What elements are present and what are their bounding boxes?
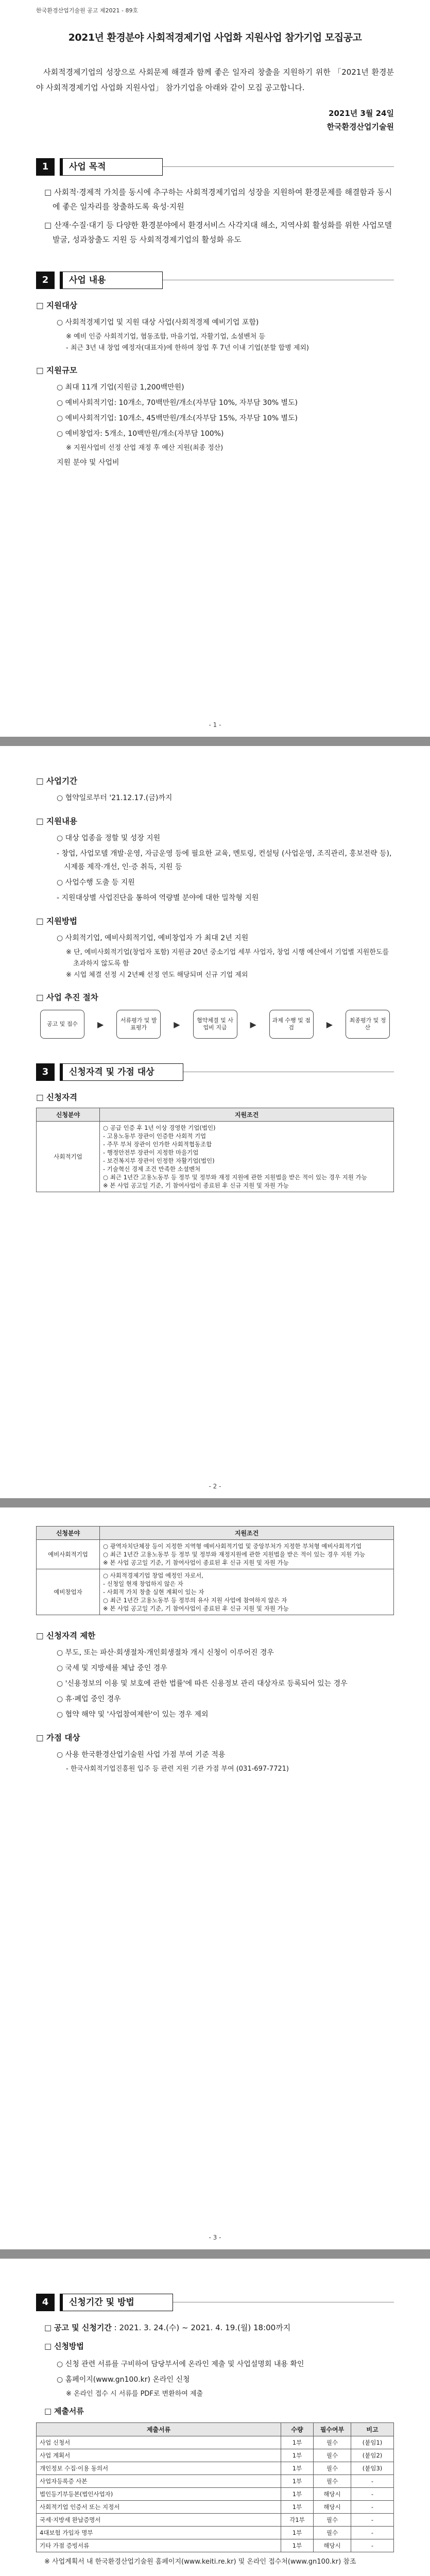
period-text: ○ 협약일로부터 '21.12.17.(금)까지 (57, 794, 173, 802)
bonus-item: ○ 사용 한국환경산업기술원 사업 가점 부여 기준 적용 (57, 1751, 226, 1759)
purpose-item: □ 산재·수질·대기 등 다양한 환경분야에서 환경서비스 사각지대 해소, 지역사회 활성화를 위한 사업모델 발굴, 성과창출도 지원 등 사회적경제기업의 활성화 유도 (44, 221, 392, 244)
table-cell: (붙임1) (351, 2436, 394, 2449)
method-item: ○ 사회적기업, 예비사회적기업, 예비창업자 가 최대 2년 지원 (57, 934, 249, 942)
table-row (37, 1122, 394, 1192)
date-text: 2021년 3월 24일 (329, 109, 394, 118)
section-title: 사업 목적 (60, 158, 163, 176)
scale-text: ○ 최대 11개 기업(지원금 1,200백만원) (57, 383, 184, 392)
eligibility-table (36, 1108, 394, 1192)
table-header: 신청분야 (37, 1527, 100, 1540)
table-cell: 1부 (281, 2488, 314, 2501)
fund-line: ○ 예비사회적기업: 10개소, 70백만원/개소(자부담 10%, 자부담 30% 별도) (57, 399, 298, 407)
target-note-2: - 최근 3년 내 창업 예정자(대표자)에 한하며 창업 후 7년 이내 기업(분할 합병 제외) (66, 344, 309, 352)
fund-line: ○ 예비창업자: 5개소, 10백만원/개소(자부담 100%) (57, 430, 224, 438)
scale-sub-label: 지원 분야 및 사업비 (57, 459, 119, 467)
subsection-title: □ 지원규모 (36, 366, 77, 375)
table-cell: (붙임2) (351, 2449, 394, 2462)
fund-note: ※ 지원사업비 선정 산업 재정 후 예산 지원(최종 정산) (66, 444, 223, 452)
table-cell: 1부 (281, 2539, 314, 2552)
subsection-title: □ 사업 추진 절차 (36, 993, 98, 1002)
table-cell: 사업자등록증 사본 (37, 2475, 281, 2488)
table-cell: 사회적기업 (37, 1122, 100, 1192)
table-cell: - (351, 2488, 394, 2501)
table-cell: - (351, 2539, 394, 2552)
table-row (37, 2539, 394, 2552)
table-cell: 필수 (314, 2436, 351, 2449)
apply-method: ○ 신청 관련 서류를 구비하여 담당부서에 온라인 제출 및 사업설명회 내용 확인 (57, 2360, 304, 2368)
table-cell: 기타 가점 증빙서류 (37, 2539, 281, 2552)
flow-step: 협약체결 및 사업비 지급 (193, 1010, 237, 1039)
page-number: - 3 - (209, 2234, 221, 2241)
subsection-title: □ 신청자격 (36, 1093, 77, 1102)
method-note: ※ 시업 체결 선정 시 2년째 선정 연도 해당되며 신규 기업 제외 (66, 971, 248, 979)
purpose-item: □ 사회적·경제적 가치를 동시에 추구하는 사회적경제기업의 성장을 지원하여 환경문제를 해결함과 동시에 좋은 일자리를 창출하도록 육성·지원 (44, 188, 392, 211)
table-cell: 1부 (281, 2462, 314, 2475)
section-header-eligibility (36, 1063, 394, 1081)
section-number: 4 (36, 2294, 55, 2311)
section-number: 1 (36, 158, 55, 176)
table-row (37, 1540, 394, 1569)
table-header: 제출서류 (37, 2423, 281, 2436)
table-cell: 해당시 (314, 2501, 351, 2514)
page-number: - 2 - (209, 1483, 221, 1490)
table-cell: 사회적기업 인증서 또는 지정서 (37, 2501, 281, 2514)
table-cell: ○ 사회적경제기업 창업 예정인 자로서, - 신청일 현재 창업하지 않은 자 - 사회적 가치 창출 실현 계획이 있는 자 ○ 최근 1년간 고용노동부 등 정부의 유사 지원 사업에 참여하지 않은 자 ※ 본 사업 공고일 기준, 기 참여사업이 종료된 후 신규 지원 및 자원 가능 (100, 1569, 394, 1615)
table-cell: - (351, 2475, 394, 2488)
table-cell: ○ 광역자치단체장 등이 지정한 지역형 예비사회적기업 및 중앙부처가 지정한 부처형 예비사회적기업 ○ 최근 1년간 고용노동부 등 정부 및 정부와 재정지원에 관한 지원법을 받은 적이 있는 경우 지원 가능 ※ 본 사업 공고일 기준, 기 참여사업이 종료된 후 신규 지원 및 자원 가능 (100, 1540, 394, 1569)
table-cell: 필수 (314, 2527, 351, 2539)
support-item: ○ 대상 업종을 정할 및 성장 지원 (57, 834, 161, 842)
support-item: - 창업, 사업모델 개발·운영, 자금운영 등에 필요한 교육, 멘토링, 컨설팅 (사업운영, 조직관리, 홍보전략 등), 시제품 제작·개선, 인·증 취득, 지원 등 (57, 850, 392, 871)
apply-site-note: ※ 온라인 접수 시 서류를 PDF로 변환하여 제출 (66, 2390, 203, 2398)
subsection-title: □ 지원대상 (36, 301, 77, 310)
arrow-right-icon: ▶ (326, 1019, 333, 1029)
table-cell: 예비사회적기업 (37, 1540, 100, 1569)
subsection-title: □ 지원내용 (36, 817, 77, 826)
table-cell: 필수 (314, 2514, 351, 2527)
table-cell: 4대보험 가입자 명부 (37, 2527, 281, 2539)
subsection-title: □ 가점 대상 (36, 1733, 80, 1742)
subsection-title: □ 지원방법 (36, 917, 77, 926)
apply-method-label: □ 신청방법 (44, 2342, 84, 2351)
restrict-item: ○ '신용정보의 이용 및 보호에 관한 법률'에 따른 신용정보 관리 대상자로 등록되어 있는 경우 (57, 1680, 348, 1688)
table-row (37, 2488, 394, 2501)
table-header: 지원조건 (100, 1527, 394, 1540)
page-title: 2021년 환경분야 사회적경제기업 사업화 지원사업 참가기업 모집공고 (68, 32, 362, 43)
section-title: 신청기간 및 방법 (60, 2294, 173, 2311)
target-text: ○ 사회적경제기업 및 지원 대상 사업(사회적경제 예비기업 포함) (57, 318, 259, 327)
docs-table (36, 2422, 394, 2552)
docs-note: ※ 사업계획서 내 한국환경산업기술원 홈페이지(www.keiti.re.kr) 및 온라인 접수처(www.gn100.kr) 참조 (44, 2558, 356, 2566)
flow-step: 공고 및 접수 (40, 1010, 84, 1039)
doc-header: 한국환경산업기술원 공고 제2021 - 89호 (36, 7, 139, 14)
table-cell: 개인정보 수집·이용 동의서 (37, 2462, 281, 2475)
table-row (37, 2462, 394, 2475)
docs-label: □ 제출서류 (44, 2406, 84, 2416)
subsection-title: □ 사업기간 (36, 776, 77, 786)
restrict-item: ○ 국세 및 지방세를 체납 중인 경우 (57, 1664, 167, 1672)
arrow-right-icon: ▶ (250, 1019, 256, 1029)
eligibility-table-cont (36, 1526, 394, 1615)
table-row (37, 1569, 394, 1615)
table-cell: 필수 (314, 2475, 351, 2488)
table-cell: 법인등기부등본(법인사업자) (37, 2488, 281, 2501)
table-header: 필수여부 (314, 2423, 351, 2436)
table-cell: - (351, 2514, 394, 2527)
support-item: - 지원대상별 사업진단을 통하여 역량별 분야에 대한 밀착형 지원 (57, 894, 259, 902)
table-cell: 해당시 (314, 2539, 351, 2552)
process-flow (40, 1010, 390, 1039)
page-2 (0, 746, 430, 1498)
intro-paragraph: 사회적경제기업의 성장으로 사회문제 해결과 함께 좋은 일자리 창출을 지원하기 위한 「2021년 환경분야 사회적경제기업 사업화 지원사업」 참가기업을 아래와 같이 모집 공고합니다. (36, 67, 394, 92)
table-cell: - (351, 2501, 394, 2514)
arrow-right-icon: ▶ (174, 1019, 180, 1029)
section-header-content (36, 272, 394, 289)
fund-line: ○ 예비사회적기업: 10개소, 45백만원/개소(자부담 15%, 자부담 10% 별도) (57, 414, 298, 422)
restrict-item: ○ 부도, 또는 파산·회생절차·개인회생절차 개시 신청이 이루어진 경우 (57, 1649, 274, 1657)
section-number: 3 (36, 1063, 55, 1081)
page-number: - 1 - (209, 721, 221, 728)
bonus-note: - 한국사회적기업진흥원 입주 등 관련 지원 기관 가점 부여 (031-697-7721) (66, 1765, 289, 1773)
table-cell: 사업 계획서 (37, 2449, 281, 2462)
table-cell: 1부 (281, 2527, 314, 2539)
issuer-text: 한국환경산업기술원 (326, 122, 394, 131)
restrict-item: ○ 휴·폐업 중인 경우 (57, 1695, 121, 1703)
table-row (37, 2475, 394, 2488)
table-cell: 해당시 (314, 2488, 351, 2501)
table-cell: 필수 (314, 2449, 351, 2462)
apply-site: ○ 홈페이지(www.gn100.kr) 온라인 신청 (57, 2376, 190, 2384)
section-title: 신청자격 및 가점 대상 (60, 1063, 183, 1081)
target-note: ※ 예비 인증 사회적기업, 협동조합, 마을기업, 자활기업, 소셜벤처 등 (66, 333, 265, 341)
table-row (37, 2449, 394, 2462)
table-cell: 1부 (281, 2449, 314, 2462)
table-row (37, 2514, 394, 2527)
apply-period: □ 공고 및 신청기간 : 2021. 3. 24.(수) ~ 2021. 4. 19.(월) 18:00까지 (44, 2323, 291, 2332)
subsection-title: □ 신청자격 제한 (36, 1631, 96, 1640)
table-cell: - (351, 2527, 394, 2539)
table-header: 신청분야 (37, 1108, 100, 1122)
flow-step: 과제 수행 및 점검 (269, 1010, 314, 1039)
table-row (37, 2436, 394, 2449)
announcement-date (36, 107, 394, 133)
table-cell: (붙임3) (351, 2462, 394, 2475)
table-cell: 1부 (281, 2501, 314, 2514)
table-cell: 1부 (281, 2436, 314, 2449)
table-cell: 예비창업자 (37, 1569, 100, 1615)
table-cell: 각1부 (281, 2514, 314, 2527)
table-cell: 필수 (314, 2462, 351, 2475)
section-header-apply (36, 2294, 394, 2311)
arrow-right-icon: ▶ (97, 1019, 104, 1029)
flow-step: 서류평가 및 발표평가 (116, 1010, 161, 1039)
section-header-purpose (36, 158, 394, 176)
section-title: 사업 내용 (60, 272, 163, 289)
page-1 (0, 0, 430, 737)
section-number: 2 (36, 272, 55, 289)
table-row (37, 2527, 394, 2539)
page-3 (0, 1507, 430, 2249)
method-note: ※ 단, 예비사회적기업(창업자 포함) 지원금 20년 중소기업 세부 사업자, 창업 시행 예산에서 기업별 지원한도를 초과하지 않도록 함 (66, 948, 389, 968)
table-header: 지원조건 (100, 1108, 394, 1122)
table-cell: 1부 (281, 2475, 314, 2488)
table-row (37, 2501, 394, 2514)
table-cell: ○ 공급 인증 후 1년 이상 경영한 기업(법인) - 고용노동부 장관이 인증한 사회적 기업 - 주무 부처 장관이 인가한 사회적협동조합 - 행정안전부 장관이 지정한 마을기업 - 보건복지부 장관이 인정한 자활기업(법인) - 기술혁신 경제 조건 만족한 소셜벤처 ○ 최근 1년간 고용노동부 등 정부 및 정부와 재정 지원에 관한 지원법을 받은 적이 있는 경우 지원 가능 ※ 본 사업 공고일 기준, 기 참여사업이 종료된 후 신규 지원 및 자원 가능 (100, 1122, 394, 1192)
flow-step: 최종평가 및 정산 (346, 1010, 390, 1039)
table-cell: 사업 신청서 (37, 2436, 281, 2449)
table-cell: 국세·지방세 완납증명서 (37, 2514, 281, 2527)
table-header: 수량 (281, 2423, 314, 2436)
page-4 (0, 2259, 430, 2576)
restrict-item: ○ 협약 해약 및 '사업참여제한'이 있는 경우 제외 (57, 1710, 209, 1719)
table-header: 비고 (351, 2423, 394, 2436)
support-item: ○ 사업수행 도출 등 지원 (57, 878, 135, 887)
